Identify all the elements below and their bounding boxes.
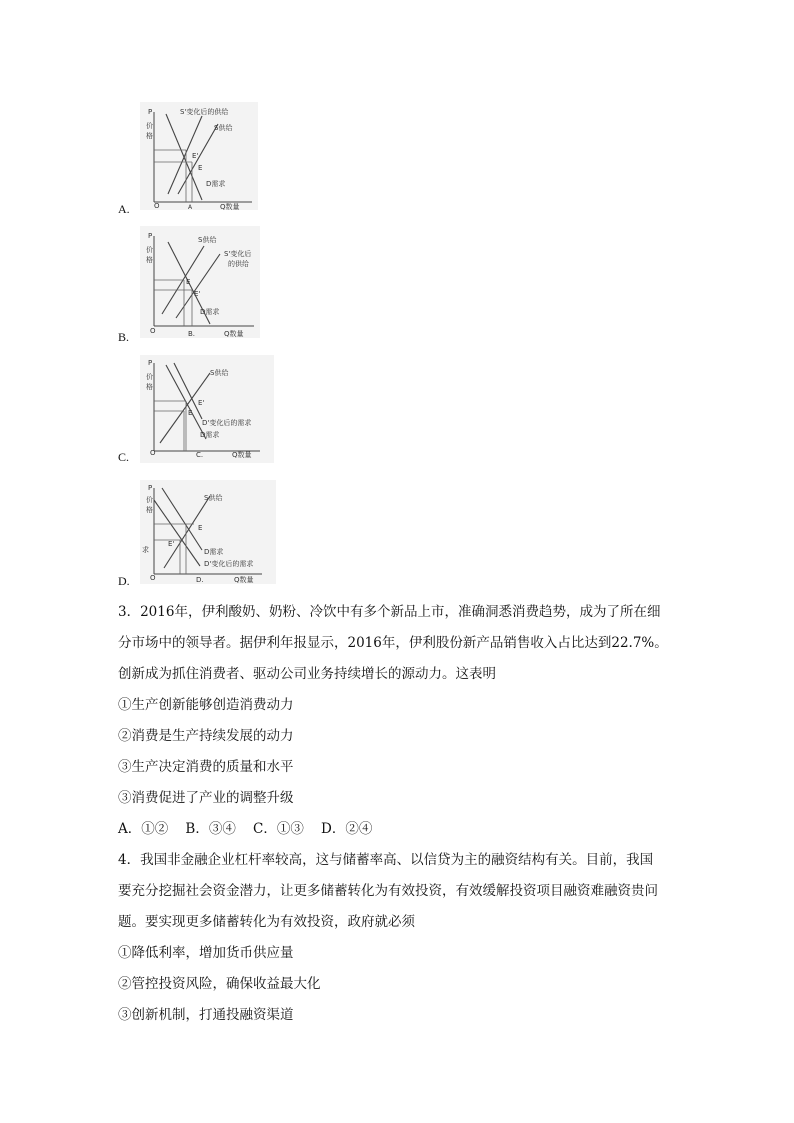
origin-label: O bbox=[154, 202, 160, 210]
eq-new-label: E' bbox=[194, 290, 201, 298]
eq-label: E bbox=[186, 278, 191, 286]
sub-letter: A bbox=[188, 204, 193, 210]
q4-line-1: 4．我国非金融企业杠杆率较高，这与储蓄率高、以信贷为主的融资结构有关。目前，我国 bbox=[118, 852, 654, 868]
graph-option-b bbox=[140, 226, 260, 338]
supply-new-label: S'变化后的供给 bbox=[180, 108, 229, 116]
q-axis-label: Q数量 bbox=[234, 576, 254, 584]
q-axis-label: Q数量 bbox=[232, 451, 252, 459]
eq-label: E bbox=[188, 409, 193, 417]
p-axis-label-1: 价 bbox=[146, 496, 153, 504]
p-label: P bbox=[148, 359, 153, 367]
origin-label: O bbox=[150, 449, 156, 457]
supply-label: S供给 bbox=[210, 369, 229, 377]
p-axis-label-2: 格 bbox=[146, 383, 153, 391]
eq-label: E bbox=[198, 524, 203, 532]
p-label: P bbox=[148, 484, 153, 492]
eq-new-label: E' bbox=[192, 152, 199, 160]
q3-line-3: 创新成为抓住消费者、驱动公司业务持续增长的源动力。这表明 bbox=[118, 666, 496, 682]
option-d-letter: D. bbox=[118, 574, 130, 588]
p-label: P bbox=[148, 108, 153, 116]
option-a-letter: A. bbox=[118, 202, 130, 216]
option-c-letter: C. bbox=[118, 450, 130, 464]
q4-item-2: ②管控投资风险，确保收益最大化 bbox=[118, 976, 321, 992]
graph-option-c bbox=[140, 355, 274, 463]
q4-line-3: 题。要实现更多储蓄转化为有效投资，政府就必须 bbox=[118, 914, 415, 930]
p-axis-label-2: 格 bbox=[146, 256, 153, 264]
demand-new-label: D'变化后的需求 bbox=[202, 419, 252, 427]
p-axis-label-1: 价 bbox=[146, 122, 153, 130]
supply-label: S供给 bbox=[214, 124, 233, 132]
supply-new-label-1: S'变化后 bbox=[224, 250, 252, 258]
q3-item-3: ③生产决定消费的质量和水平 bbox=[118, 759, 294, 775]
demand-label: D需求 bbox=[204, 548, 224, 556]
side-mark: 求 bbox=[142, 546, 149, 554]
demand-label: D需求 bbox=[200, 308, 220, 316]
supply-label: S供给 bbox=[204, 494, 223, 502]
p-axis-label-2: 格 bbox=[146, 506, 153, 514]
eq-new-label: E' bbox=[198, 399, 205, 407]
q3-line-1: 3．2016年，伊利酸奶、奶粉、冷饮中有多个新品上市，准确洞悉消费趋势，成为了所在细 bbox=[118, 604, 661, 620]
p-label: P bbox=[148, 232, 153, 240]
graph-option-d bbox=[140, 480, 276, 584]
q3-line-2: 分市场中的领导者。据伊利年报显示，2016年，伊利股份新产品销售收入占比达到22.7%。 bbox=[118, 635, 668, 651]
p-axis-label-2: 格 bbox=[146, 132, 153, 140]
demand-label: D需求 bbox=[206, 180, 226, 188]
origin-label: O bbox=[150, 327, 156, 335]
eq-label: E bbox=[198, 164, 203, 172]
q-axis-label: Q数量 bbox=[220, 203, 240, 210]
q3-item-2: ②消费是生产持续发展的动力 bbox=[118, 728, 294, 744]
q3-answers: A．①② B．③④ C．①③ D．②④ bbox=[118, 821, 373, 837]
q3-item-1: ①生产创新能够创造消费动力 bbox=[118, 697, 294, 713]
q4-item-3: ③创新机制，打通投融资渠道 bbox=[118, 1007, 294, 1023]
supply-new-label-2: 的供给 bbox=[228, 260, 249, 268]
q4-item-1: ①降低利率，增加货币供应量 bbox=[118, 945, 294, 961]
eq-new-label: E' bbox=[168, 540, 175, 548]
q-axis-label: Q数量 bbox=[224, 330, 244, 338]
p-axis-label-1: 价 bbox=[146, 373, 153, 381]
sub-letter: D. bbox=[196, 576, 204, 584]
origin-label: O bbox=[150, 574, 156, 582]
q3-item-4: ③消费促进了产业的调整升级 bbox=[118, 790, 294, 806]
demand-new-label: D'变化后的需求 bbox=[204, 560, 254, 568]
option-b-letter: B. bbox=[118, 330, 130, 344]
demand-label: D需求 bbox=[200, 431, 220, 439]
sub-letter: C. bbox=[196, 451, 204, 459]
sub-letter: B. bbox=[188, 330, 196, 338]
graph-option-a bbox=[140, 102, 258, 210]
p-axis-label-1: 价 bbox=[146, 246, 153, 254]
supply-label: S供给 bbox=[198, 236, 217, 244]
q4-line-2: 要充分挖掘社会资金潜力，让更多储蓄转化为有效投资，有效缓解投资项目融资难融资贵问 bbox=[118, 883, 658, 899]
